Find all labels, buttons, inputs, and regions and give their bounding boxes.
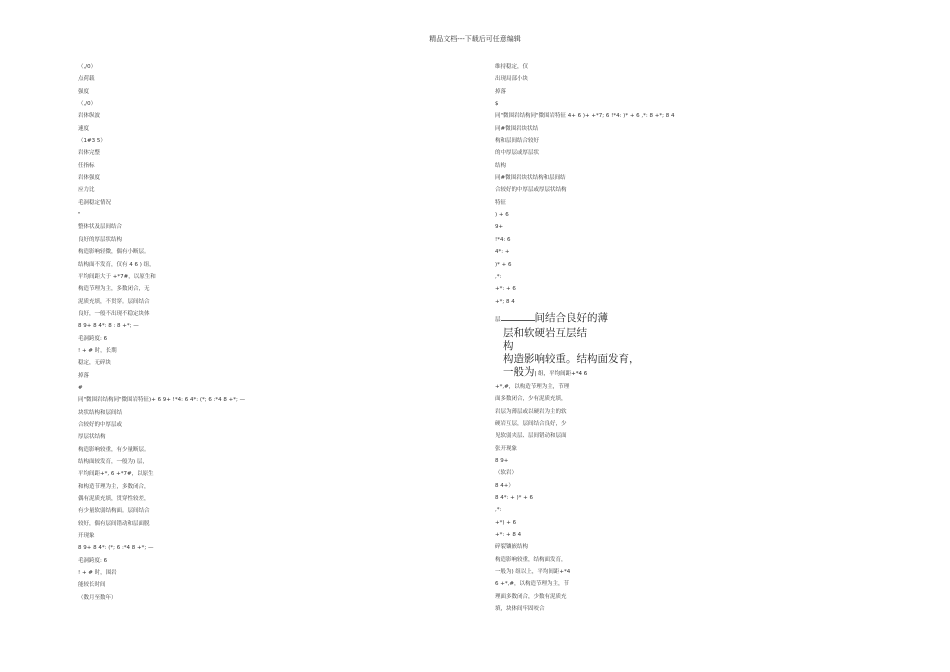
text-line: 同#微围岩块状结 [495, 125, 539, 132]
text-line: 合较好的中厚层或厚层状结构 [495, 187, 567, 194]
text-line: 整体状及层间结合 [78, 224, 123, 231]
text-line: 良好的厚层状结构 [78, 236, 123, 243]
text-line: （1#3 5） [78, 138, 106, 145]
text-line: 能较长时间 [78, 582, 106, 589]
text-line: 泥质充填，不贯穿。层间结合 [78, 298, 150, 305]
text-line: +*: + 8 4 [495, 532, 522, 538]
text-line: 岩体强度 [78, 175, 101, 182]
text-line: 厚层状结构 [78, 434, 106, 441]
large-text-line-1 [495, 311, 825, 327]
text-line: ! + # 时，长期 [78, 347, 117, 354]
text-line: 稳定，无碎块 [78, 360, 112, 367]
text-line: 面多数闭合，少有泥质充填， [495, 396, 567, 403]
text-line: 偶有泥质充填，贯穿性较差， [78, 496, 150, 503]
text-line: 岩层为薄层或以硬岩为主的软 [495, 408, 567, 415]
text-line: 毛洞跨度: 6 [78, 335, 108, 342]
text-line: （,/0） [78, 64, 97, 70]
text-line: 任指标 [78, 162, 95, 169]
text-line: 8 4+） [495, 482, 514, 489]
text-line: （软岩） [495, 470, 518, 477]
large-text-block [495, 311, 825, 381]
large-text-line-5-text: 一般为 [503, 365, 535, 378]
text-line: 构造节理为主，多数闭合，无 [78, 286, 150, 293]
text-line: 张开现象 [495, 445, 518, 452]
text-line: 结构面不发育，仅有 4 6 ) 组， [78, 261, 155, 268]
text-line: 毛洞稳定情况 [78, 199, 112, 206]
text-line: 维持稳定，仅 [495, 64, 529, 70]
text-line: 特征 [495, 199, 507, 206]
text-line: +*: + 6 [495, 286, 516, 293]
text-line: 构造影响较重，有少量断层。 [78, 446, 150, 453]
text-line: 6 +*,#，以构造节理为主，节 [495, 581, 569, 588]
text-line: 有少量软弱结构面。层间结合 [78, 508, 150, 515]
text-line: 掉落 [78, 372, 90, 379]
text-line: 构和层间结合较好 [495, 138, 540, 145]
text-line: 速度 [78, 125, 90, 132]
large-text-line-5 [495, 366, 825, 381]
text-line: +*) + 6 [495, 519, 517, 526]
left-column [78, 61, 408, 604]
text-line: 毛洞跨度: 6 [78, 557, 108, 564]
text-line: 良好，一般不出现不稳定块体 [78, 310, 150, 317]
text-line: 平均间距大于 +*7#，以原生和 [78, 273, 156, 280]
text-line: ,*: [495, 273, 502, 280]
text-line: 一般为) 组以上，平均间距+*4 [495, 569, 571, 576]
text-line: 结构面较发育，一般为) 层， [78, 459, 148, 465]
right-column-top [495, 61, 825, 308]
text-line: 强度 [78, 88, 90, 95]
large-text-line-3: 构 [503, 339, 514, 352]
text-line: 构造影响轻微，偶有小断层。 [78, 249, 150, 256]
text-line: 岩体纵波 [78, 113, 101, 120]
text-line: # [78, 384, 83, 391]
large-text-prefix: 层 [495, 316, 501, 323]
text-line: 见软弱夹层、层间错动和层面 [495, 433, 567, 440]
text-line: 岩体完整 [78, 150, 101, 157]
text-line: 的中厚层或厚层状 [495, 150, 540, 157]
text-line: 开现象 [78, 533, 95, 540]
text-line: 构造影响较重，结构面发育， [495, 556, 567, 563]
text-line: 8 4*: + )* + 6 [495, 494, 533, 501]
text-line: 9+ [495, 224, 504, 231]
text-line: 结构 [495, 162, 507, 169]
text-line: 和构造节理为主，多数闭合， [78, 483, 150, 490]
large-text-line-2: 层和软硬岩互层结 [503, 326, 587, 339]
large-text-line-5-tail: | 组，平均间距+*4 6 [534, 370, 588, 377]
text-line: $ [495, 101, 499, 108]
text-line: 同"微围岩结构同"微围岩特征)+ 6 9+ !*4: 6 4*: (*; 6 :*4 8 +*; — [78, 397, 246, 404]
text-line: 较好，偶有层间错动和层面脱 [78, 520, 150, 527]
text-line: 8 9+ 8 4*: 8 : 8 +*; — [78, 323, 139, 330]
text-line: ) + 6 [495, 212, 509, 219]
text-line: 同"微围岩结构同"微围岩特征 4+ 6 )+ +*7; 6 !*4: )* + 6 ,*: 8 +*; 8 4 [495, 113, 675, 120]
right-column-bottom [495, 381, 825, 616]
text-line: ! + # 时，围岩 [78, 570, 117, 577]
large-text-line-1-text: 间结合良好的薄 [534, 311, 609, 324]
text-line: +*,#，以构造节理为主，节理 [495, 383, 570, 390]
text-line: +*; 8 4 [495, 298, 515, 305]
text-line: 8 9+ 8 4*: (*; 6 :*4 8 +*; — [78, 545, 154, 552]
text-line: 掉落 [495, 88, 507, 95]
text-line: 点荷载 [78, 76, 95, 83]
text-line: 碎裂镶嵌结构 [495, 544, 529, 551]
text-line: )* + 6 [495, 261, 512, 268]
text-line: ,*: [495, 507, 502, 514]
large-text-line-4: 构造影响较重。结构面发育， [503, 352, 640, 365]
text-line: 同#微围岩块状结构和层间结 [495, 175, 566, 182]
blank-underline [501, 311, 535, 321]
text-line: !*4: 6 [495, 236, 511, 243]
text-line: 出现局部小块 [495, 76, 529, 83]
text-line: 块状结构和层间结 [78, 409, 123, 416]
text-line: （,/0） [78, 101, 97, 108]
page-header: 精品文档---下载后可任意编辑 [429, 35, 521, 43]
text-line: " [78, 212, 81, 219]
text-line: （数月至数年） [78, 594, 117, 601]
text-line: 4*: + [495, 249, 510, 256]
text-line: 应力比 [78, 187, 95, 194]
text-line: 平均间距+*, 6 +*7#，以原生 [78, 471, 154, 478]
text-line: 合较好的中厚层或 [78, 421, 123, 428]
text-line: 填，块体间牢固咬合 [495, 606, 545, 613]
text-line: 8 9+ [495, 457, 509, 464]
text-line: 理面多数闭合，少数有泥质充 [495, 593, 567, 600]
right-column [495, 61, 825, 615]
text-line: 硬岩互层，层间结合良好，少 [495, 420, 567, 427]
